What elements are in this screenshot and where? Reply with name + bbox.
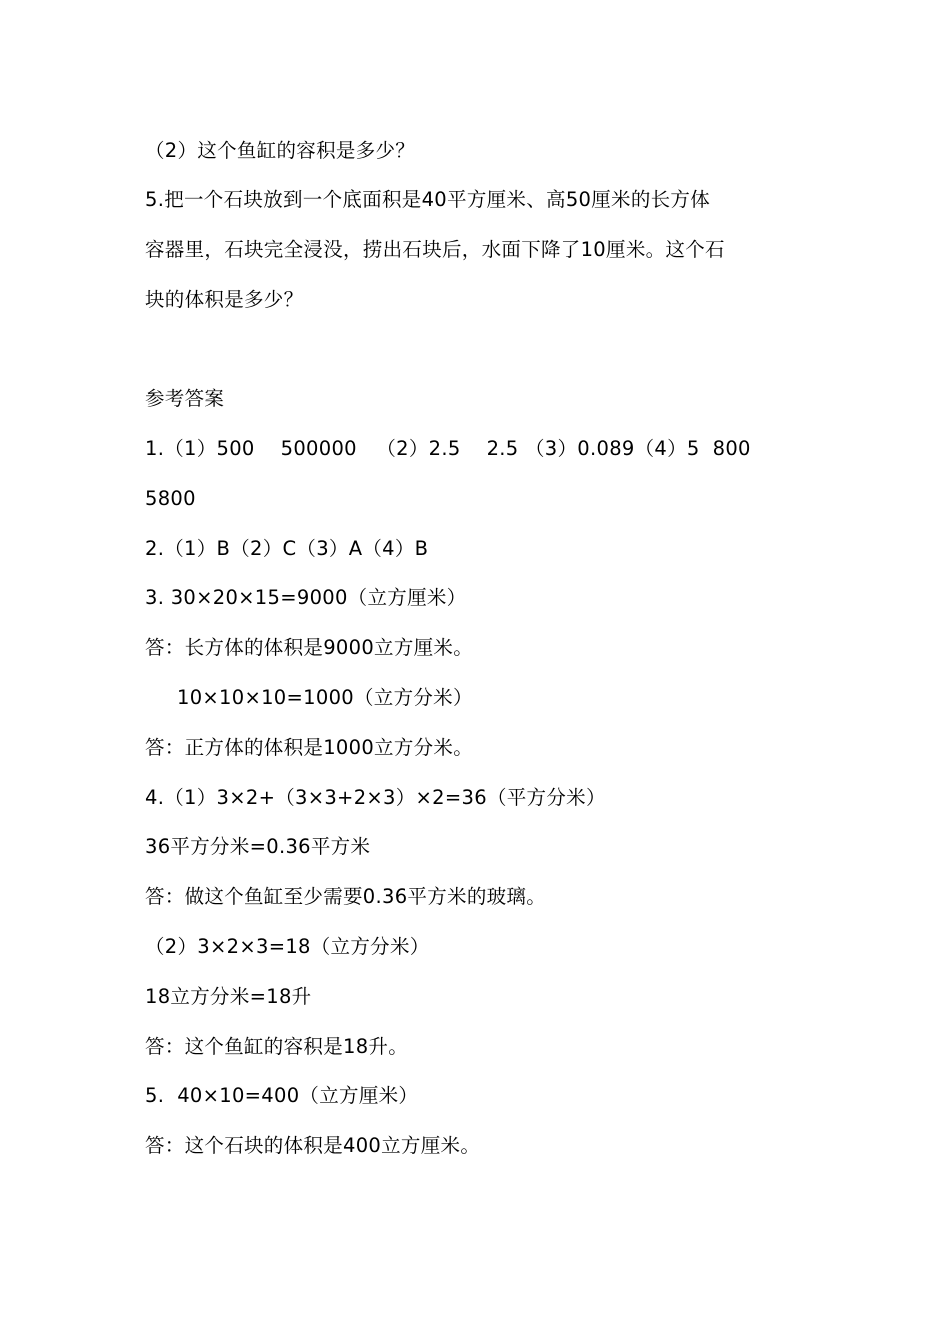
- answer-3-calc-2: 10×10×10=1000（立方分米）: [177, 686, 473, 709]
- answer-1-line-2: 5800: [145, 487, 196, 510]
- question-5-line-2: 容器里，石块完全浸没，捞出石块后，水面下降了10厘米。这个石: [145, 238, 725, 261]
- answers-heading: 参考答案: [145, 387, 225, 410]
- answer-1-line-1: 1.（1）500 500000 （2）2.5 2.5 （3）0.089（4）5 800: [145, 437, 751, 460]
- question-5-line-1: 5.把一个石块放到一个底面积是40平方厘米、高50厘米的长方体: [145, 188, 711, 211]
- answer-5-calc: 5. 40×10=400（立方厘米）: [145, 1084, 419, 1107]
- question-4-part-2: （2）这个鱼缸的容积是多少？: [145, 139, 416, 162]
- answer-5-answer: 答：这个石块的体积是400立方厘米。: [145, 1134, 481, 1157]
- answer-4-answer-2: 答：这个鱼缸的容积是18升。: [145, 1035, 409, 1058]
- answer-3-calc-1: 3. 30×20×15=9000（立方厘米）: [145, 586, 467, 609]
- question-5-line-3: 块的体积是多少？: [145, 288, 304, 311]
- answer-4-conversion-1: 36平方分米=0.36平方米: [145, 835, 371, 858]
- answer-4-calc-1: 4.（1）3×2+（3×3+2×3）×2=36（平方分米）: [145, 786, 606, 809]
- answer-4-calc-2: （2）3×2×3=18（立方分米）: [145, 935, 430, 958]
- answer-4-answer-1: 答：做这个鱼缸至少需要0.36平方米的玻璃。: [145, 885, 547, 908]
- answer-2: 2.（1）B（2）C（3）A（4）B: [145, 537, 429, 560]
- answer-4-conversion-2: 18立方分米=18升: [145, 985, 312, 1008]
- answer-3-answer-1: 答：长方体的体积是9000立方厘米。: [145, 636, 474, 659]
- answer-3-answer-2: 答：正方体的体积是1000立方分米。: [145, 736, 474, 759]
